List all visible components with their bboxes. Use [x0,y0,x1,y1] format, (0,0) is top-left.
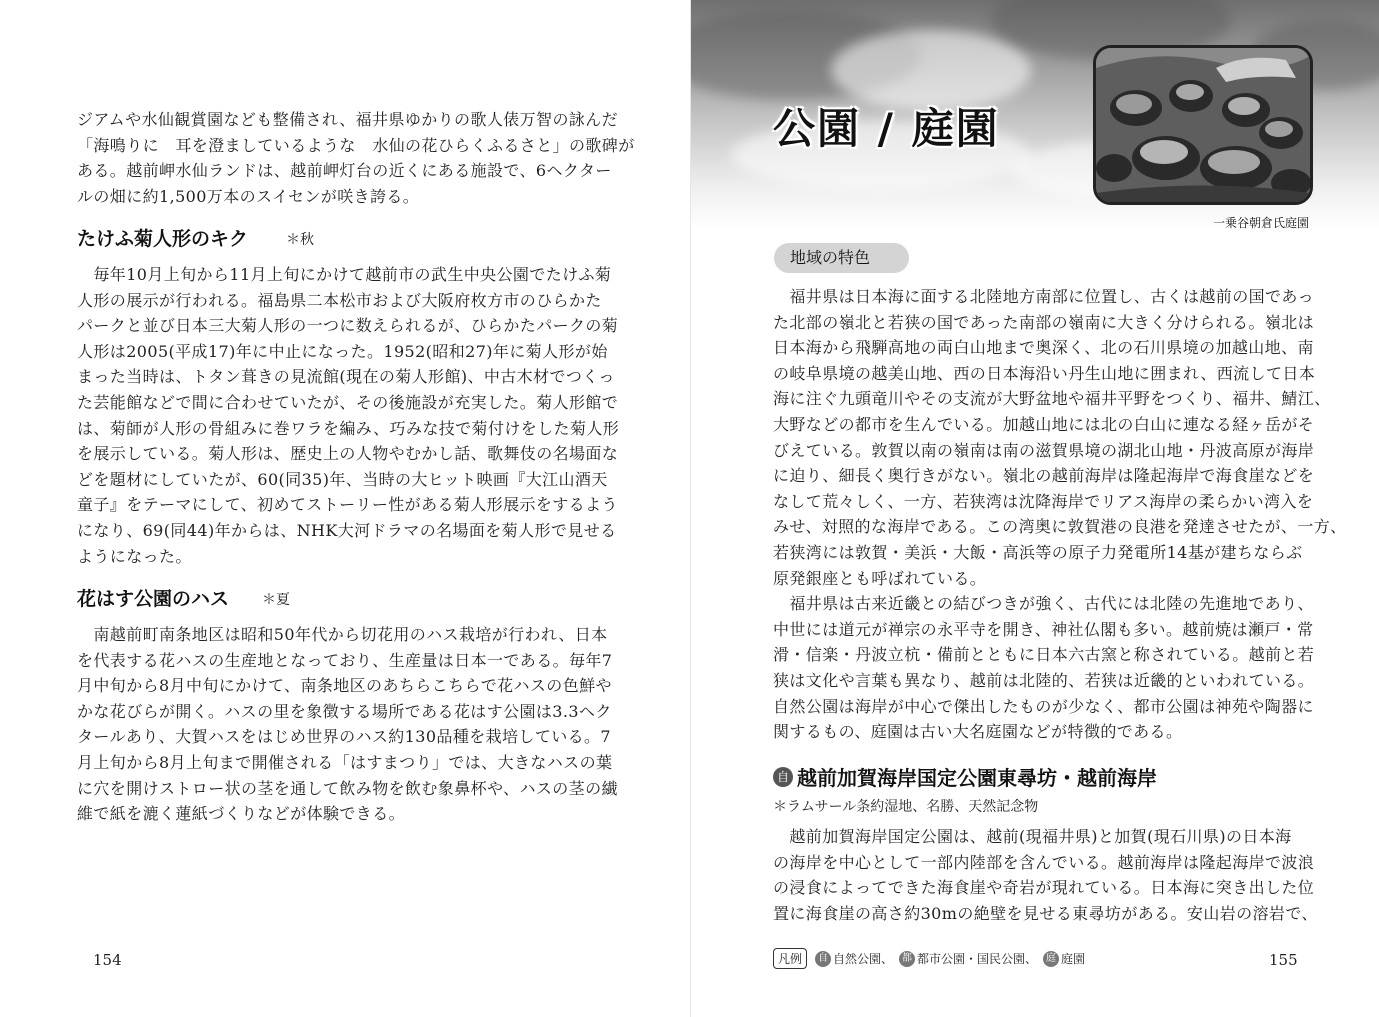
text-line: ある。越前岬水仙ランドは、越前岬灯台の近くにある施設で、6ヘクター [77,161,612,181]
section-body-kiku [77,262,619,569]
text-line: ようになった。 [77,546,192,566]
intro-paragraph [77,107,635,209]
text-line: ルの畑に約1,500万本のスイセンが咲き誇る。 [77,186,420,206]
text-line: は、菊師が人形の骨組みに巻ワラを編み、巧みな技で菊付けをした菊人形 [77,418,620,438]
text-line: 若狭湾には敦賀・美浜・大飯・高浜等の原子力発電所14基が建ちならぶ [773,542,1303,562]
text-line: かな花びらが開く。ハスの里を象徴する場所である花はす公園は3.3ヘク [77,701,612,721]
text-line: に穴を開けストロー状の茎を通して飲み物を飲む象鼻杯や、ハスの茎の繊 [77,778,618,798]
text-line: 福井県は古来近畿との結びつきが強く、古代には北陸の先進地であり、 [773,594,1314,614]
text-line: 中世には道元が禅宗の永平寺を開き、神社仏閣も多い。越前焼は瀬戸・常 [773,619,1314,639]
text-line: みせ、対照的な海岸である。この湾奥に敦賀港の良港を発達させたが、一方、 [773,517,1347,537]
text-line: 「海鳴りに 耳を澄ましているような 水仙の花ひらくふるさと」の歌碑が [77,135,635,155]
garden-icon: 庭 [1043,951,1059,967]
text-line: びえている。敦賀以南の嶺南は南の滋賀県境の湖北山地・丹波高原が海岸 [773,440,1315,460]
text-line: 置に海食崖の高さ約30mの絶壁を見せる東尋坊がある。安山岩の溶岩で、 [773,903,1318,923]
legend [773,948,1091,969]
text-line: パークと並び日本三大菊人形の一つに数えられるが、ひらかたパークの菊 [77,316,619,336]
text-line: 滑・信楽・丹波立杭・備前とともに日本六古窯と称されている。越前と若 [773,645,1315,665]
text-line: タールあり、大賀ハスをはじめ世界のハス約130品種を栽培している。7 [77,727,611,747]
natural-park-icon: 自 [815,951,831,967]
text-line: 原発銀座とも呼ばれている。 [773,568,987,588]
chapter-title: 公園 / 庭園 [773,104,1000,153]
text-line: 越前加賀海岸国定公園は、越前(現福井県)と加賀(現石川県)の日本海 [773,827,1292,846]
text-line: の岐阜県境の越美山地、西の日本海沿い丹生山地に囲まれ、西流して日本 [773,363,1316,383]
section-tag: 地域の特色 [774,243,909,273]
text-line: 毎年10月上旬から11月上旬にかけて越前市の武生中央公園でたけふ菊 [77,265,612,284]
park-heading [773,762,1157,791]
legend-label: 都市公園・国民公園、 [917,952,1038,966]
text-line: た芸能館などで間に合わせていたが、その後施設が充実した。菊人形館で [77,392,619,412]
text-line: 海に注ぐ九頭竜川やその支流が大野盆地や福井平野をつくり、福井、鯖江、 [773,389,1331,409]
page-number-right: 155 [1269,951,1298,969]
legend-item [815,950,893,967]
section-heading-hasu: 花はす公園のハス [77,588,230,610]
right-page [691,0,1379,1017]
page-number-left: 154 [93,951,122,969]
legend-label: 自然公園、 [833,952,894,966]
park-name: 越前加賀海岸国定公園東尋坊・越前海岸 [797,766,1157,790]
text-line: 童子』をテーマにして、初めてストーリー性がある菊人形展示をするよう [77,495,618,515]
text-line: 大野などの都市を生んでいる。加越山地には北の白山に連なる経ヶ岳がそ [773,414,1315,434]
text-line: なして荒々しく、一方、若狭湾は沈降海岸でリアス海岸の柔らかい湾入を [773,491,1314,511]
regional-overview [773,284,1347,745]
season-label-summer: ＊夏 [262,592,290,608]
text-line: 日本海から飛騨高地の両白山地まで奥深く、北の石川県境の加越山地、南 [773,338,1314,358]
text-line: 関するもの、庭園は古い大名庭園などが特徴的である。 [773,722,1183,742]
text-line: に迫り、細長く奥行きがない。嶺北の越前海岸は隆起海岸で海食崖などを [773,466,1315,486]
text-line: になり、69(同44)年からは、NHK大河ドラマの名場面を菊人形で見せる [77,520,617,540]
park-description [773,824,1318,926]
text-line: の海岸を中心として一部内陸部を含んでいる。越前海岸は隆起海岸で波浪 [773,852,1315,872]
text-line: 狭は文化や言葉も異なり、越前は北陸的、若狭は近畿的といわれている。 [773,670,1315,690]
text-line: 南越前町南条地区は昭和50年代から切花用のハス栽培が行われ、日本 [77,625,608,644]
text-line: どを題材にしていたが、60(同35)年、当時の大ヒット映画『大江山酒天 [77,469,608,489]
park-designations: ＊ラムサール条約湿地、名勝、天然記念物 [773,799,1039,815]
legend-item [1043,950,1085,967]
text-line: の浸食によってできた海食崖や奇岩が現れている。日本海に突き出した位 [773,878,1315,898]
text-line: 維で紙を漉く蓮紙づくりなどが体験できる。 [77,804,406,824]
legend-item [899,950,1037,967]
urban-park-icon: 都 [899,951,915,967]
legend-key: 凡例 [773,948,807,969]
text-line: を代表する花ハスの生産地となっており、生産量は日本一である。毎年7 [77,650,613,670]
season-label-autumn: ＊秋 [286,232,314,248]
photo-caption: 一乗谷朝倉氏庭園 [1212,216,1309,230]
text-line: 人形の展示が行われる。福島県二本松市および大阪府枚方市のひらかた [77,290,602,310]
section-heading-kiku: たけふ菊人形のキク [77,228,249,250]
natural-park-icon: 自 [773,767,793,787]
text-line: 月上旬から8月上旬まで開催される「はすまつり」では、大きなハスの葉 [77,752,613,772]
text-line: た北部の嶺北と若狭の国であった南部の嶺南に大きく分けられる。嶺北は [773,312,1315,332]
text-line: まった当時は、トタン葺きの見流館(現在の菊人形館)、中古木材でつくっ [77,367,615,387]
text-line: 福井県は日本海に面する北陸地方南部に位置し、古くは越前の国であっ [773,287,1315,306]
text-line: 人形は2005(平成17)年に中止になった。1952(昭和27)年に菊人形が始 [77,341,608,361]
text-line: 月中旬から8月中旬にかけて、南条地区のあちらこちらで花ハスの色鮮や [77,676,612,696]
text-line: 自然公園は海岸が中心で傑出したものが少なく、都市公園は神苑や陶器に [773,696,1314,716]
section-body-hasu [77,622,618,827]
legend-label: 庭園 [1061,952,1086,966]
text-line: を展示している。菊人形は、歴史上の人物やむかし話、歌舞伎の名場面な [77,444,619,464]
garden-photo [1093,45,1313,205]
text-line: ジアムや水仙観賞園なども整備され、福井県ゆかりの歌人俵万智の詠んだ [77,110,619,129]
